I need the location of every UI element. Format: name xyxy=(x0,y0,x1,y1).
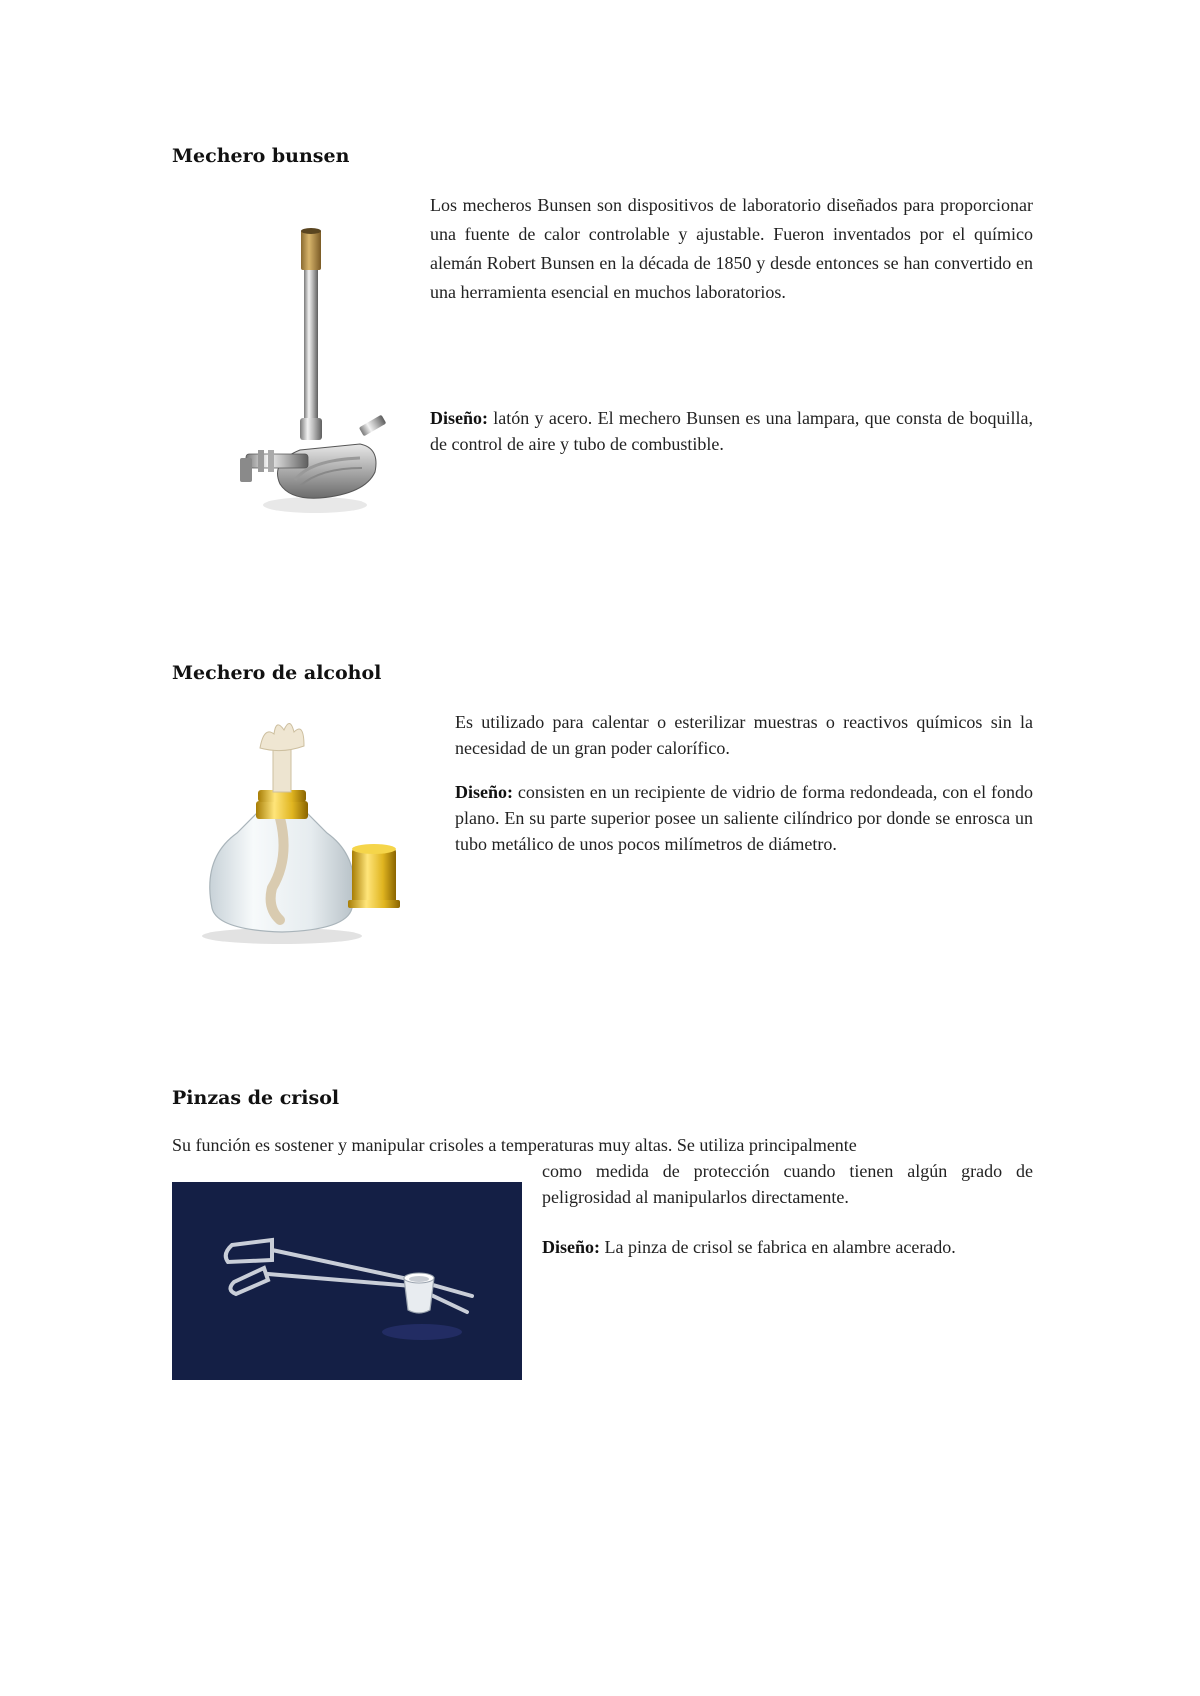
design-label: Diseño: xyxy=(455,782,513,802)
tongs-description-line1: Su función es sostener y manipular crisoles a temperaturas muy altas. Se utiliza principalmente xyxy=(172,1135,857,1155)
crucible-tongs-image xyxy=(172,1182,522,1380)
design-label: Diseño: xyxy=(430,408,488,428)
tongs-description-line2: como medida de protección cuando tienen algún grado de peligrosidad al manipularlos directamente. xyxy=(542,1161,1033,1207)
bunsen-design: Diseño: latón y acero. El mechero Bunsen es una lampara, que consta de boquilla, de control de aire y tubo de combustible. xyxy=(430,408,1033,454)
section-title-alcohol: Mechero de alcohol xyxy=(172,662,382,684)
alcohol-design: Diseño: consisten en un recipiente de vidrio de forma redondeada, con el fondo plano. En su parte superior posee un saliente cilíndrico por donde se enrosca un tubo metálico de unos pocos milímetros de diámetro. xyxy=(455,782,1033,854)
design-label: Diseño: xyxy=(542,1237,600,1257)
bunsen-description: Los mecheros Bunsen son dispositivos de laboratorio diseñados para proporcionar una fuente de calor controlable y ajustable. Fueron inventados por el químico alemán Robert Bunsen en la década de 1850 y desde entonces se han convertido en una herramienta esencial en muchos laboratorios. xyxy=(430,195,1033,302)
alcohol-description: Es utilizado para calentar o esterilizar muestras o reactivos químicos sin la necesidad de un gran poder calorífico. xyxy=(455,712,1033,758)
bunsen-burner-image xyxy=(240,222,390,517)
section-title-tongs: Pinzas de crisol xyxy=(172,1087,340,1109)
alcohol-burner-image xyxy=(172,708,434,948)
tongs-design: Diseño: La pinza de crisol se fabrica en alambre acerado. xyxy=(542,1237,956,1257)
section-title-bunsen: Mechero bunsen xyxy=(172,145,350,167)
